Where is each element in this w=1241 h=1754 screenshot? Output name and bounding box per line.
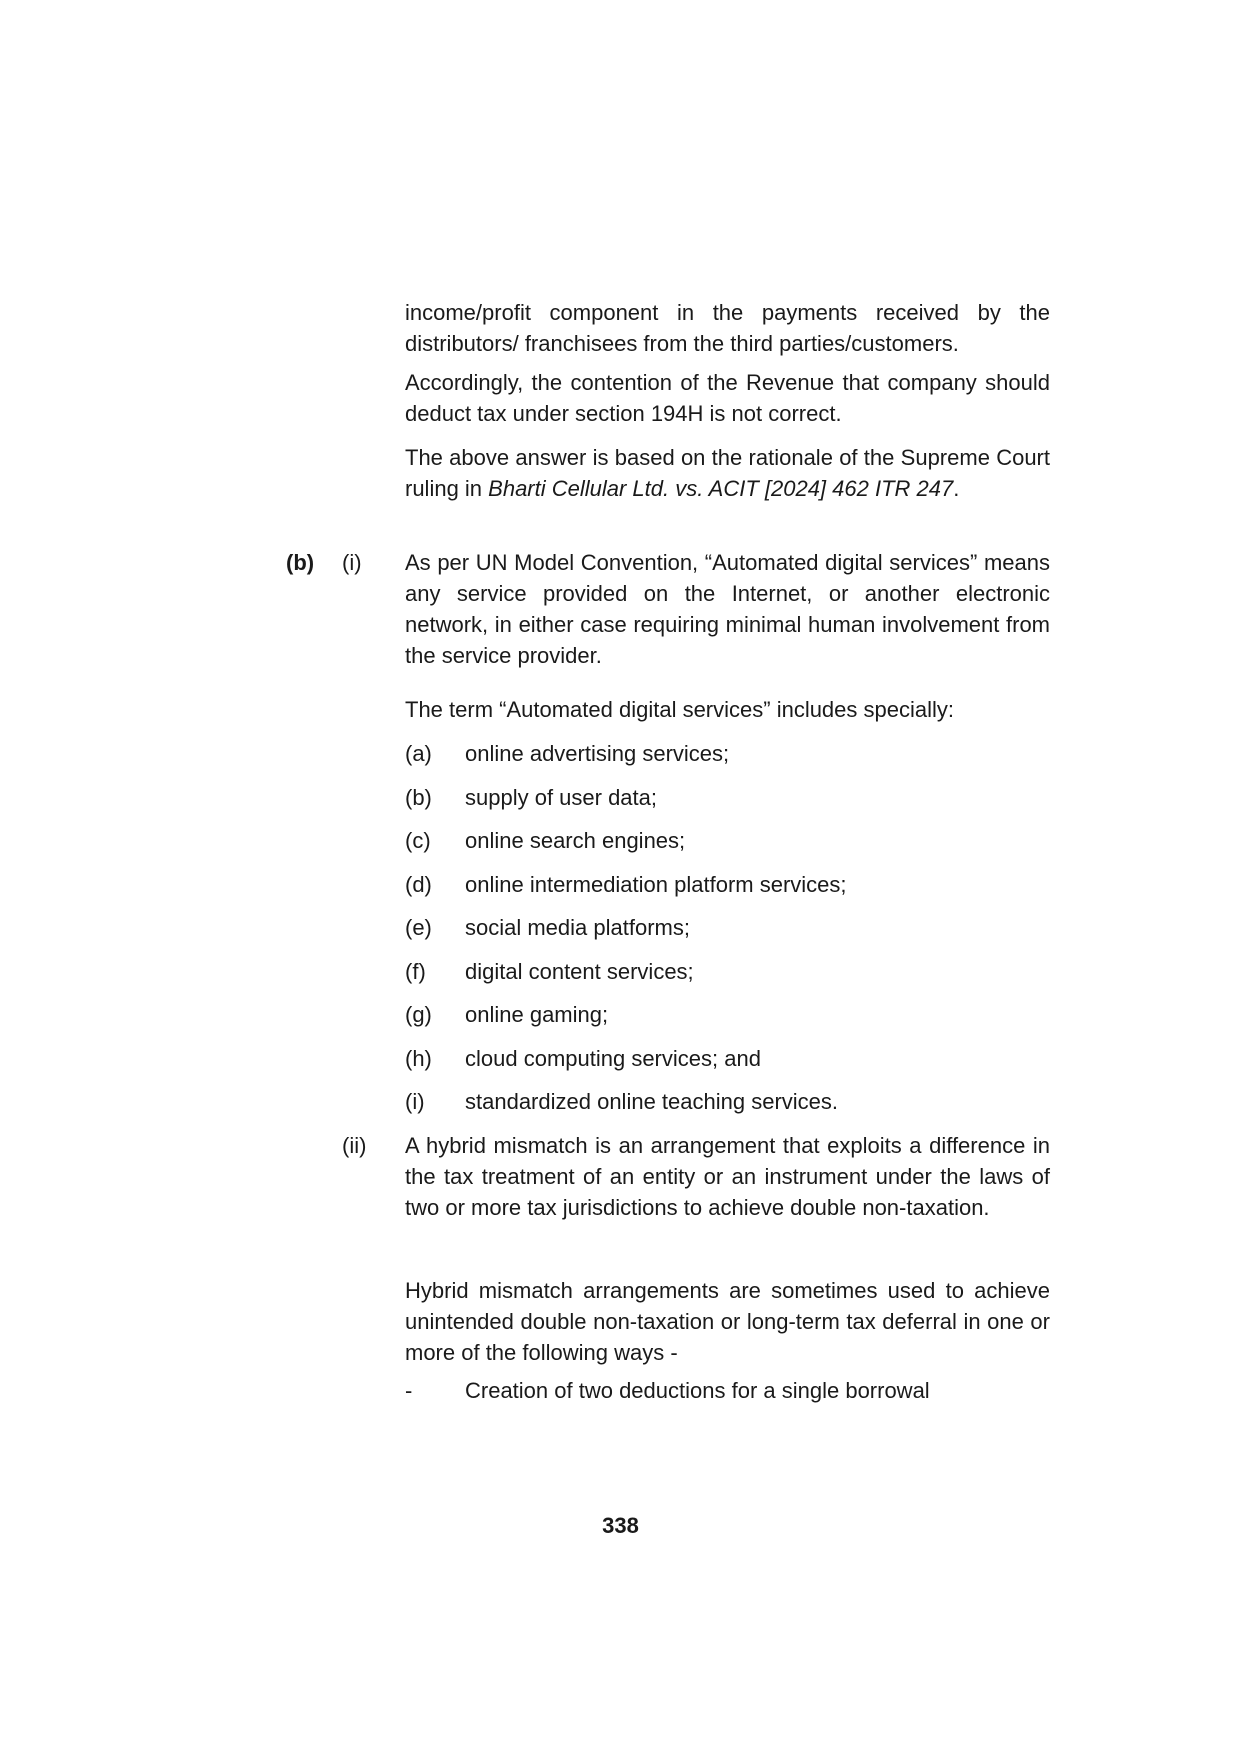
list-item — [405, 956, 1065, 987]
bullet-item — [405, 1375, 1065, 1406]
rationale-lead-text: The above answer is based on the rationale of the Supreme Court ruling in — [405, 445, 1050, 501]
list-item — [405, 912, 1065, 943]
list-item-mark: (h) — [405, 1046, 432, 1071]
paragraph-term-includes: The term “Automated digital services” includes specially: — [405, 697, 955, 722]
paragraph-hybrid-mismatch: A hybrid mismatch is an arrangement that exploits a difference in the tax treatment of an entity or an instrument under the laws of two or more tax jurisdictions to achieve double non-taxation. — [405, 1133, 1050, 1220]
part-b-label: (b) — [286, 550, 315, 575]
list-item-text: digital content services; — [465, 959, 694, 984]
list-item — [405, 1086, 1065, 1117]
paragraph-rationale — [405, 442, 1050, 504]
list-item-mark: (i) — [405, 1089, 425, 1114]
page-number: 338 — [602, 1513, 639, 1538]
bullet-text: Creation of two deductions for a single borrowal — [465, 1378, 930, 1403]
list-item — [405, 1043, 1065, 1074]
bullet-mark: - — [405, 1378, 413, 1403]
list-item-mark: (a) — [405, 741, 432, 766]
list-item-text: online intermediation platform services; — [465, 872, 847, 897]
list-item-text: cloud computing services; and — [465, 1046, 761, 1071]
list-item-mark: (d) — [405, 872, 432, 897]
list-item-text: online gaming; — [465, 1002, 609, 1027]
list-item-mark: (f) — [405, 959, 426, 984]
sub-i-label: (i) — [342, 550, 362, 575]
sub-ii-label: (ii) — [342, 1133, 367, 1158]
list-item — [405, 738, 1065, 769]
list-item-text: online search engines; — [465, 828, 686, 853]
paragraph-contention: Accordingly, the contention of the Revenue that company should deduct tax under section 194H is not correct. — [405, 370, 1050, 426]
list-item — [405, 999, 1065, 1030]
list-item-mark: (b) — [405, 785, 432, 810]
paragraph-hybrid-arrangements: Hybrid mismatch arrangements are sometimes used to achieve unintended double non-taxation or long-term tax deferral in one or more of the following ways - — [405, 1278, 1050, 1365]
paragraph-automated-digital-services: As per UN Model Convention, “Automated digital services” means any service provided on the Internet, or another electronic network, in either case requiring minimal human involvement from the service provider. — [405, 550, 1050, 668]
list-item-mark: (c) — [405, 828, 431, 853]
list-item-text: online advertising services; — [465, 741, 730, 766]
list-item — [405, 825, 1065, 856]
paragraph-income-profit: income/profit component in the payments received by the distributors/ franchisees from the third parties/customers. — [405, 300, 1050, 356]
list-item — [405, 782, 1065, 813]
case-citation: Bharti Cellular Ltd. vs. ACIT [2024] 462 ITR 247 — [488, 476, 954, 501]
list-item — [405, 869, 1065, 900]
list-item-mark: (g) — [405, 1002, 432, 1027]
list-item-text: social media platforms; — [465, 915, 690, 940]
list-item-text: supply of user data; — [465, 785, 658, 810]
list-item-mark: (e) — [405, 915, 432, 940]
list-item-text: standardized online teaching services. — [465, 1089, 839, 1114]
rationale-tail-text: . — [953, 476, 960, 501]
